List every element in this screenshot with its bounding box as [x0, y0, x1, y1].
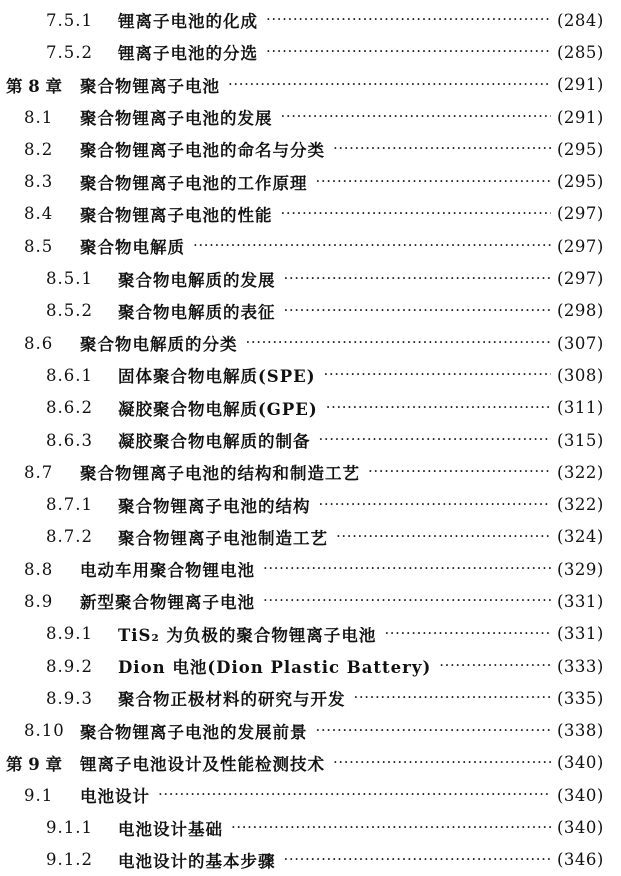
- toc-entry-number: 8.6.2: [46, 398, 93, 418]
- toc-entry-page: (340): [557, 753, 604, 773]
- dot-leader: [263, 590, 551, 610]
- toc-entry-title: 聚合物锂离子电池制造工艺: [118, 528, 328, 548]
- toc-chapter-entry: [0, 69, 621, 101]
- toc-entry: [0, 392, 621, 424]
- toc-entry-number: 9.1.2: [46, 850, 93, 870]
- toc-entry-title: 聚合物电解质: [80, 238, 185, 258]
- toc-entry-page: (291): [557, 75, 604, 95]
- toc-entry: [0, 262, 621, 294]
- dot-leader: [228, 74, 551, 94]
- toc-entry-number: 8.5: [24, 236, 54, 256]
- toc-entry-page: (297): [557, 269, 604, 289]
- toc-entry: [0, 4, 621, 36]
- toc-entry: [0, 295, 621, 327]
- toc-entry-title: 电池设计的基本步骤: [118, 851, 276, 871]
- toc-entry-number: 8.7: [24, 462, 54, 482]
- toc-entry-page: (324): [557, 527, 604, 547]
- toc-entry-title: TiS₂ 为负极的聚合物锂离子电池: [118, 625, 377, 645]
- toc-entry-page: (333): [557, 656, 604, 676]
- toc-chapter-title: 锂离子电池设计及性能检测技术: [80, 754, 325, 774]
- toc-entry-title: 聚合物锂离子电池的工作原理: [80, 173, 308, 193]
- toc-entry: [0, 488, 621, 520]
- toc-entry: [0, 811, 621, 843]
- table-of-contents: [0, 4, 621, 876]
- toc-entry-page: (329): [557, 559, 604, 579]
- toc-entry: [0, 327, 621, 359]
- toc-entry-page: (295): [557, 139, 604, 159]
- toc-entry-title: 固体聚合物电解质(SPE): [118, 367, 316, 387]
- dot-leader: [326, 397, 551, 417]
- toc-entry-title: 聚合物电解质的表征: [118, 302, 276, 322]
- toc-chapter-number: 第 9 章: [6, 754, 62, 774]
- toc-entry: [0, 779, 621, 811]
- dot-leader: [324, 364, 551, 384]
- toc-entry: [0, 715, 621, 747]
- dot-leader: [336, 526, 551, 546]
- toc-entry: [0, 650, 621, 682]
- toc-chapter-entry: [0, 747, 621, 779]
- toc-entry-title: 聚合物锂离子电池的结构和制造工艺: [80, 464, 360, 484]
- toc-entry-number: 9.1: [24, 785, 54, 805]
- toc-entry: [0, 456, 621, 488]
- toc-entry-page: (308): [557, 365, 604, 385]
- toc-entry-title: 聚合物电解质的分类: [80, 335, 238, 355]
- toc-entry-number: 8.7.2: [46, 527, 93, 547]
- toc-entry-page: (295): [557, 172, 604, 192]
- dot-leader: [246, 332, 552, 352]
- toc-entry-title: 凝胶聚合物电解质的制备: [118, 432, 311, 451]
- dot-leader: [319, 429, 552, 449]
- toc-entry: [0, 133, 621, 165]
- toc-chapter-number: 第 8 章: [6, 76, 62, 96]
- dot-leader: [384, 623, 551, 643]
- toc-chapter-title: 聚合物锂离子电池: [80, 76, 220, 96]
- dot-leader: [316, 171, 552, 191]
- toc-entry-page: (335): [557, 688, 604, 708]
- dot-leader: [284, 268, 552, 288]
- toc-entry-number: 8.5.1: [46, 269, 93, 289]
- toc-entry: [0, 230, 621, 262]
- toc-entry-number: 8.2: [24, 139, 54, 159]
- toc-entry-title: 锂离子电池的分选: [118, 44, 258, 64]
- toc-entry-title: 聚合物锂离子电池的命名与分类: [80, 141, 325, 161]
- toc-entry-title: 聚合物锂离子电池的结构: [118, 496, 311, 516]
- toc-entry-title: 聚合物正极材料的研究与开发: [118, 690, 346, 710]
- toc-entry-number: 8.9: [24, 591, 54, 611]
- toc-entry-number: 8.6: [24, 333, 54, 353]
- toc-entry-page: (340): [557, 785, 604, 805]
- toc-entry: [0, 521, 621, 553]
- toc-entry-number: 8.6.1: [46, 365, 93, 385]
- toc-entry-number: 8.9.2: [46, 656, 93, 676]
- toc-entry-number: 7.5.2: [46, 42, 93, 62]
- toc-entry-page: (298): [557, 301, 604, 321]
- toc-entry: [0, 682, 621, 714]
- toc-entry-page: (322): [557, 462, 604, 482]
- toc-entry-page: (291): [557, 107, 604, 127]
- dot-leader: [333, 138, 551, 158]
- toc-entry-page: (331): [557, 591, 604, 611]
- dot-leader: [281, 106, 552, 126]
- toc-entry-page: (338): [557, 721, 604, 741]
- toc-entry-number: 8.6.3: [46, 430, 93, 450]
- dot-leader: [158, 784, 551, 804]
- toc-entry-page: (307): [557, 333, 604, 353]
- toc-entry-page: (285): [557, 42, 604, 62]
- toc-entry-number: 8.8: [24, 559, 54, 579]
- toc-entry-title: Dion 电池(Dion Plastic Battery): [118, 658, 432, 678]
- dot-leader: [368, 461, 551, 481]
- toc-entry: [0, 618, 621, 650]
- toc-entry: [0, 844, 621, 876]
- toc-entry-number: 8.7.1: [46, 495, 93, 515]
- toc-entry-number: 8.5.2: [46, 301, 93, 321]
- toc-entry-page: (284): [557, 10, 604, 30]
- toc-entry-title: 聚合物锂离子电池的性能: [80, 205, 273, 225]
- toc-entry-number: 8.9.1: [46, 624, 93, 644]
- toc-entry-number: 9.1.1: [46, 818, 93, 838]
- toc-entry-title: 电动车用聚合物锂电池: [80, 561, 255, 581]
- toc-entry-page: (340): [557, 818, 604, 838]
- toc-entry-title: 电池设计: [80, 787, 150, 807]
- toc-entry-title: 锂离子电池的化成: [118, 12, 258, 32]
- toc-entry-page: (297): [557, 236, 604, 256]
- toc-entry: [0, 424, 621, 456]
- dot-leader: [333, 752, 551, 772]
- toc-entry-number: 7.5.1: [46, 10, 93, 30]
- dot-leader: [266, 41, 551, 61]
- toc-entry-title: 新型聚合物锂离子电池: [80, 593, 255, 613]
- dot-leader: [319, 494, 552, 514]
- toc-entry-title: 聚合物电解质的发展: [118, 270, 276, 290]
- dot-leader: [354, 687, 552, 707]
- dot-leader: [266, 9, 551, 29]
- toc-entry-title: 电池设计基础: [118, 819, 223, 839]
- toc-entry: [0, 585, 621, 617]
- dot-leader: [284, 300, 552, 320]
- toc-entry: [0, 101, 621, 133]
- toc-entry-page: (315): [557, 430, 604, 450]
- dot-leader: [316, 720, 552, 740]
- toc-entry-page: (331): [557, 624, 604, 644]
- toc-entry-number: 8.10: [24, 721, 65, 741]
- toc-entry-title: 聚合物锂离子电池的发展: [80, 109, 273, 129]
- toc-entry: [0, 198, 621, 230]
- toc-entry-number: 8.1: [24, 107, 54, 127]
- toc-entry-title: 凝胶聚合物电解质(GPE): [118, 399, 318, 419]
- dot-leader: [439, 655, 551, 675]
- toc-entry: [0, 36, 621, 68]
- dot-leader: [231, 817, 551, 837]
- dot-leader: [263, 558, 551, 578]
- toc-entry-page: (346): [557, 850, 604, 870]
- toc-entry: [0, 165, 621, 197]
- toc-entry-number: 8.3: [24, 172, 54, 192]
- toc-entry-page: (297): [557, 204, 604, 224]
- toc-entry-page: (311): [557, 398, 604, 418]
- toc-entry-page: (322): [557, 495, 604, 515]
- toc-entry-number: 8.9.3: [46, 688, 93, 708]
- dot-leader: [193, 235, 551, 255]
- toc-entry: [0, 359, 621, 391]
- toc-entry-number: 8.4: [24, 204, 54, 224]
- toc-entry: [0, 553, 621, 585]
- toc-entry-title: 聚合物锂离子电池的发展前景: [80, 722, 308, 742]
- dot-leader: [281, 203, 552, 223]
